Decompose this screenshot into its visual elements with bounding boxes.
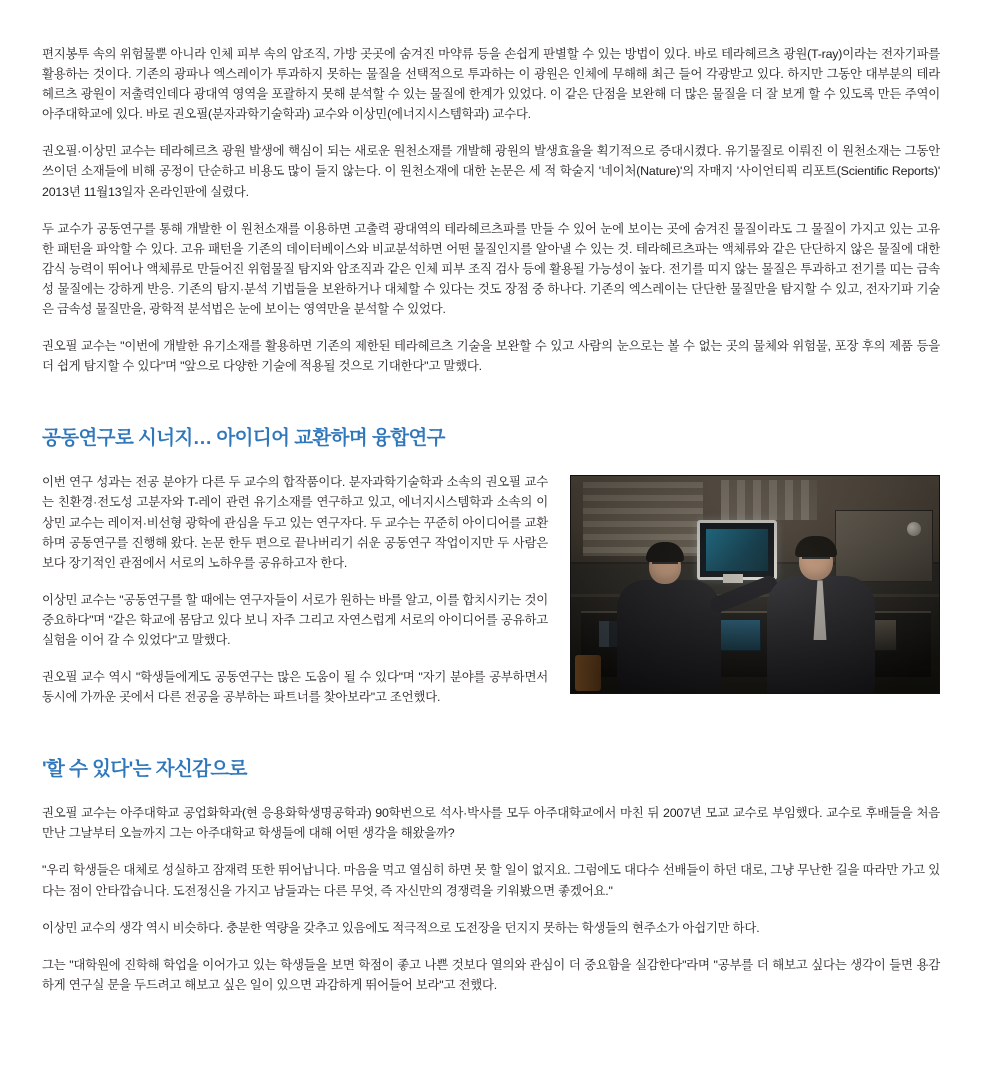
confidence-paragraph-3: 이상민 교수의 생각 역시 비슷하다. 충분한 역량을 갖추고 있음에도 적극적으로 도전장을 던지지 못하는 학생들의 현주소가 아쉽기만 하다.	[42, 920, 760, 935]
intro-paragraph-2: 권오필·이상민 교수는 테라헤르츠 광원 발생에 핵심이 되는 새로운 원천소재를 개발해 광원의 발생효율을 획기적으로 증대시켰다. 유기물질로 이뤄진 이 원천소재는 그동안 쓰이던 소재들에 비해 공정이 단순하고 비용도 많이 들지 않는다. 이 원천소재에 대한 논문은 세 적 학술지 '네이처(Nature)'의 자매지 '사이언티픽 리포트(Scientific Reports)' 2013년 11월13일자 온라인판에 실렸다.	[42, 144, 940, 199]
synergy-paragraph-3: 권오필 교수 역시 "학생들에게도 공동연구는 많은 도움이 될 수 있다"며 "자기 분야를 공부하면서 동시에 가까운 곳에서 다른 전공을 공부하는 파트너를 찾아보라"고 조언했다.	[42, 670, 548, 705]
section-spacer-2	[42, 707, 940, 753]
synergy-paragraph-2: 이상민 교수는 "공동연구를 할 때에는 연구자들이 서로가 원하는 바를 알고, 이를 합치시키는 것이 중요하다"며 "같은 학교에 몸담고 있다 보니 자주 그리고 자연스럽게 서로의 아이디어를 공유하고 실험을 이어 갈 수 있었다"고 말했다.	[42, 592, 548, 647]
lab-photo-container	[570, 475, 940, 694]
confidence-section-heading: '할 수 있다'는 자신감으로	[42, 758, 247, 781]
intro-paragraph-1: 편지봉투 속의 위험물뿐 아니라 인체 피부 속의 암조직, 가방 곳곳에 숨겨진 마약류 등을 손쉽게 판별할 수 있는 방법이 있다. 바로 테라헤르츠 광원(T-ray)이라는 전자기파를 활용하는 것이다. 기존의 광파나 엑스레이가 투과하지 못하는 물질을 선택적으로 투과하는 이 광원은 인체에 무해해 최근 들어 각광받고 있다. 하지만 그동안 대부분의 테라헤르츠 광원이 저출력인데다 광대역 영역을 포괄하지 못해 분석할 수 있는 물질에 한계가 있었다. 이 같은 단점을 보완해 더 많은 물질을 더 잘 보게 할 수 있도록 만든 주역이 아주대학교에 있다. 바로 권오필(분자과학기술학과) 교수와 이상민(에너지시스템학과) 교수다.	[42, 47, 940, 122]
confidence-paragraph-1: 권오필 교수는 아주대학교 공업화학과(현 응용화학생명공학과) 90학번으로 석사·박사를 모두 아주대학교에서 마친 뒤 2007년 모교 교수로 부임했다. 교수로 후배들을 처음 만난 그날부터 오늘까지 그는 아주대학교 학생들에 대해 어떤 생각을 해왔을까?	[42, 806, 940, 841]
confidence-section	[42, 753, 940, 995]
confidence-paragraph-4: 그는 "대학원에 진학해 학업을 이어가고 있는 학생들을 보면 학점이 좋고 나쁜 것보다 열의와 관심이 더 중요함을 실감한다"라며 "공부를 더 해보고 싶다는 생각이 들면 용감하게 연구실 문을 두드려고 해보고 싶은 일이 있으면 과감하게 뛰어들어 보라"고 전했다.	[42, 957, 940, 992]
lab-photo	[570, 475, 940, 694]
synergy-text-column	[42, 472, 594, 707]
intro-paragraph-4: 권오필 교수는 "이번에 개발한 유기소재를 활용하면 기존의 제한된 테라헤르츠 기술을 보완할 수 있고 사람의 눈으로는 볼 수 없는 곳의 물체와 위험물, 포장 후의 제품 등을 더 쉽게 탐지할 수 있다"며 "앞으로 다양한 기술에 적용될 것으로 기대한다"고 말했다.	[42, 339, 940, 374]
intro-section	[42, 44, 940, 376]
confidence-paragraph-2: "우리 학생들은 대체로 성실하고 잠재력 또한 뛰어납니다. 마음을 먹고 열심히 하면 못 할 일이 없지요. 그럼에도 대다수 선배들이 하던 대로, 그냥 무난한 길을 따라만 가고 있다는 점이 안타깝습니다. 도전정신을 가지고 남들과는 다른 무엇, 즉 자신만의 경쟁력을 키워봤으면 좋겠어요."	[42, 863, 940, 898]
photo-vignette-overlay	[571, 476, 939, 693]
synergy-section	[42, 422, 940, 707]
intro-paragraph-3: 두 교수가 공동연구를 통해 개발한 이 원천소재를 이용하면 고출력 광대역의 테라헤르츠파를 만들 수 있어 눈에 보이는 곳에 숨겨진 물질이라도 그 물질이 가지고 있는 고유한 패턴을 파악할 수 있다. 고유 패턴을 기존의 데이터베이스와 비교분석하면 어떤 물질인지를 알아낼 수 있는 것. 테라헤르츠파는 액체류와 같은 단단하지 않은 물질에 대한 감식 능력이 뛰어나 액체류로 만들어진 위험물질 탐지와 암조직과 같은 인체 피부 조직 검사 등에 활용될 가능성이 높다. 전기를 띠지 않는 물질은 투과하고 전기를 띠는 금속성 물질에는 강하게 반응. 기존의 탐지·분석 기법들을 보완하거나 대체할 수 있다는 것도 장점 중 하나다. 기존의 엑스레이는 단단한 물질만을 탐지할 수 있고, 전자기파 기술은 금속성 물질만을, 광학적 분석법은 눈에 보이는 영역만을 분석할 수 있었다.	[42, 221, 940, 317]
synergy-paragraph-1: 이번 연구 성과는 전공 분야가 다른 두 교수의 합작품이다. 분자과학기술학과 소속의 권오필 교수는 친환경·전도성 고분자와 T-레이 관련 유기소재를 연구하고 있고, 에너지시스템학과 소속의 이상민 교수는 레이저·비선형 광학에 관심을 두고 있는 연구자다. 두 교수는 꾸준히 아이디어를 교환하며 공동연구를 진행해 왔다. 논문 한두 편으로 끝나버리기 쉬운 공동연구 작업이지만 두 사람은 보다 장기적인 관점에서 서로의 노하우를 공유하고자 한다.	[42, 475, 548, 570]
synergy-section-heading: 공동연구로 시너지… 아이디어 교환하며 융합연구	[42, 427, 445, 450]
section-spacer-1	[42, 376, 940, 422]
